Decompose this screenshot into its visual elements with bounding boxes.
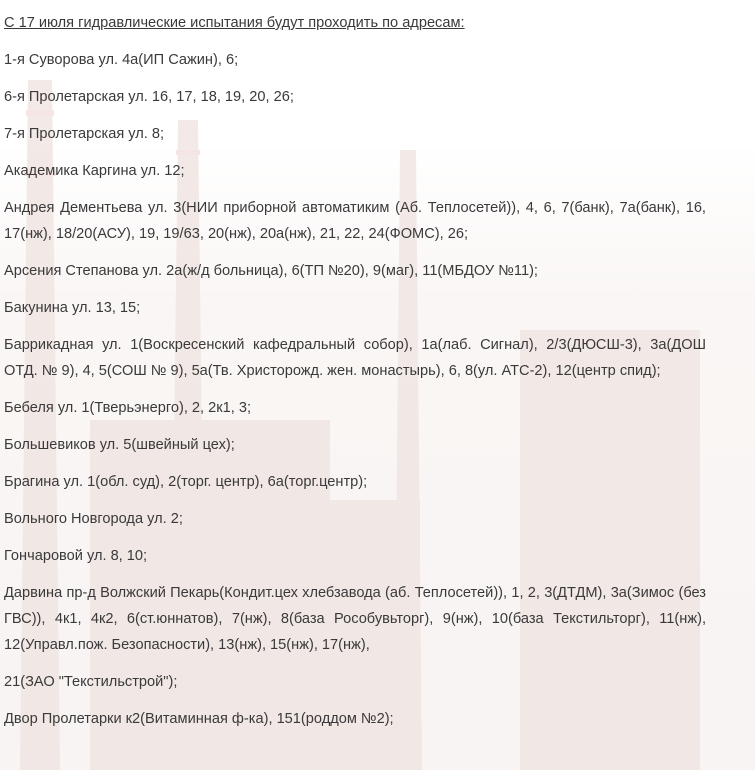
address-item: Гончаровой ул. 8, 10; (4, 548, 148, 564)
address-item: Андрея Дементьева ул. 3(НИИ приборной автоматиким (Аб. Теплосетей)), 4, 6, 7(банк), 7а(банк), 16, 17(нж), 18/20(АСУ), 19, 19/63, 20(нж), 20а(нж), 21, 22, 24(ФОМС), 26; (4, 200, 706, 242)
address-item: Академика Каргина ул. 12; (4, 163, 185, 179)
address-item: Арсения Степанова ул. 2а(ж/д больница), 6(ТП №20), 9(маг), 11(МБДОУ №11); (4, 263, 538, 279)
address-item: Баррикадная ул. 1(Воскресенский кафедральный собор), 1а(лаб. Сигнал), 2/3(ДЮСШ-3), 3а(ДОШ ОТД. № 9), 4, 5(СОШ № 9), 5а(Тв. Христорожд. жен. монастырь), 6, 8(ул. АТС-2), 12(центр спид); (4, 337, 706, 379)
address-item: Двор Пролетарки к2(Витаминная ф-ка), 151(роддом №2); (4, 711, 394, 727)
address-item: 21(ЗАО "Текстильстрой"); (4, 674, 178, 690)
address-item: 6-я Пролетарская ул. 16, 17, 18, 19, 20, 26; (4, 89, 294, 105)
address-item: Дарвина пр-д Волжский Пекарь(Кондит.цех хлебзавода (аб. Теплосетей)), 1, 2, 3(ДТДМ), 3а(Зимос (без ГВС)), 4к1, 4к2, 6(ст.юннатов), 7(нж), 8(база Рособувьторг), 9(нж), 10(база Текстильторг), 11(нж), 12(Управл.пож. Безопасности), 13(нж), 15(нж), 17(нж), (4, 585, 706, 653)
address-item: 7-я Пролетарская ул. 8; (4, 126, 165, 142)
announcement-heading: С 17 июля гидравлические испытания будут проходить по адресам: (4, 15, 465, 31)
address-item: Вольного Новгорода ул. 2; (4, 511, 183, 527)
address-item: Брагина ул. 1(обл. суд), 2(торг. центр), 6а(торг.центр); (4, 474, 368, 490)
address-item: Бебеля ул. 1(Тверьэнерго), 2, 2к1, 3; (4, 400, 252, 416)
address-item: Бакунина ул. 13, 15; (4, 300, 141, 316)
address-item: 1-я Суворова ул. 4а(ИП Сажин), 6; (4, 52, 239, 68)
address-item: Большевиков ул. 5(швейный цех); (4, 437, 235, 453)
